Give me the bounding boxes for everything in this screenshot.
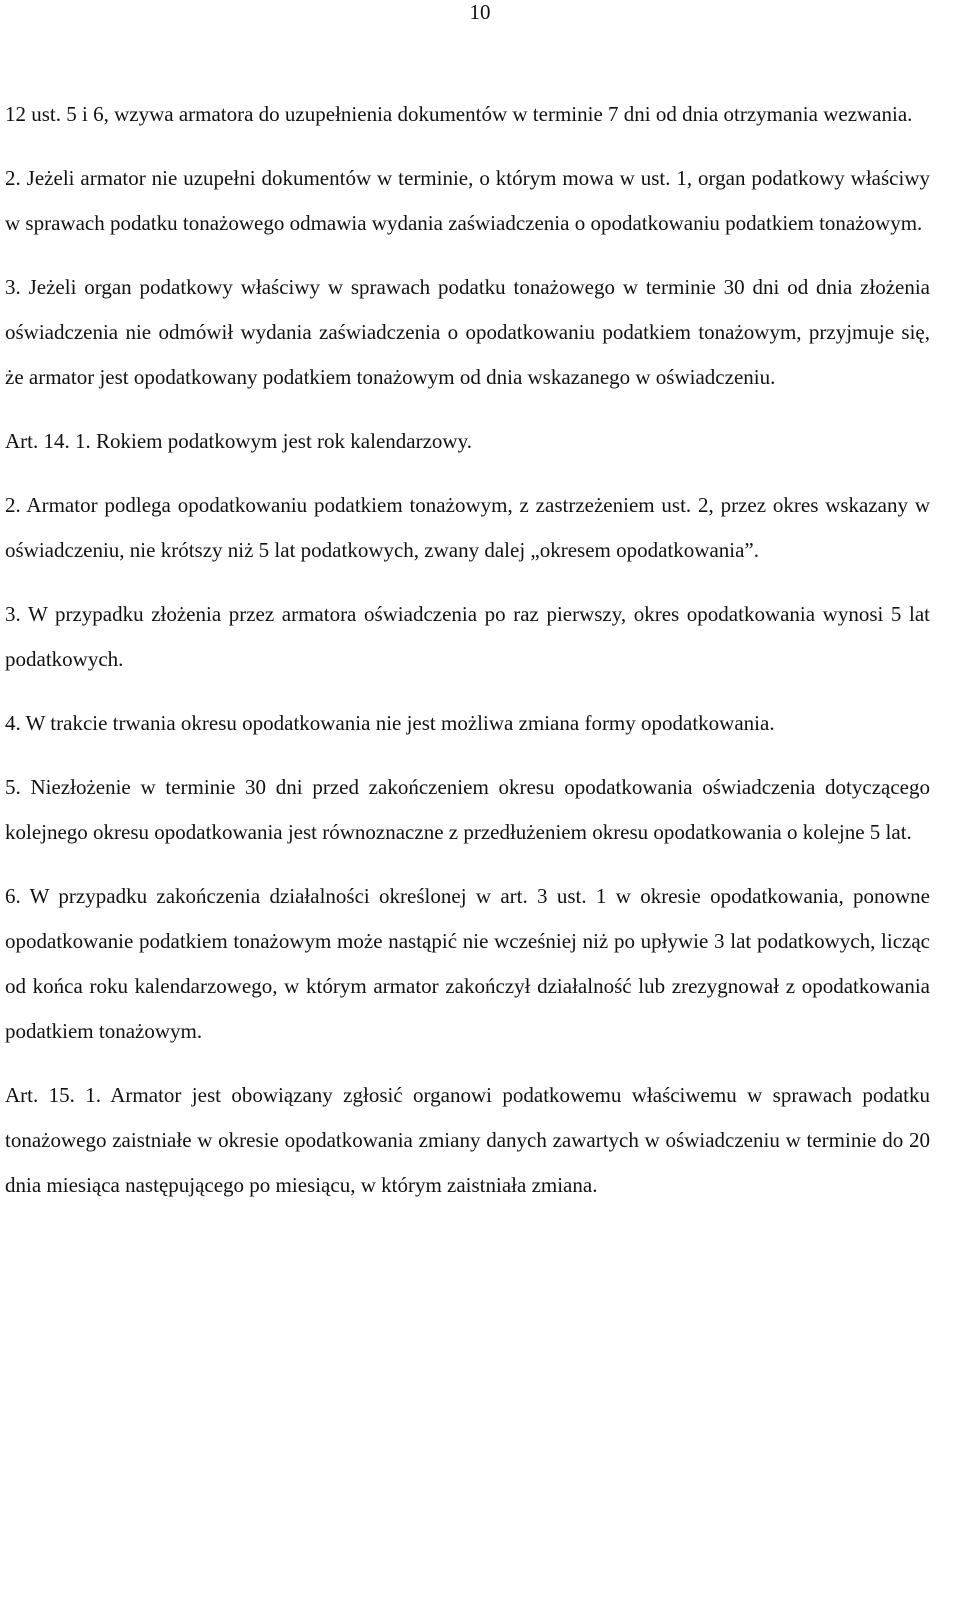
paragraph-2: 2. Jeżeli armator nie uzupełni dokumentów w terminie, o którym mowa w ust. 1, organ podatkowy właściwy w sprawach podatku tonażowego odmawia wydania zaświadczenia o opodatkowaniu podatkiem tonażowym.	[5, 166, 930, 235]
paragraph-1: 12 ust. 5 i 6, wzywa armatora do uzupełnienia dokumentów w terminie 7 dni od dnia otrzymania wezwania.	[5, 102, 913, 126]
page-number: 10	[469, 0, 491, 24]
paragraph-9: 6. W przypadku zakończenia działalności określonej w art. 3 ust. 1 w okresie opodatkowania, ponowne opodatkowanie podatkiem tonażowym może nastąpić nie wcześniej niż po upływie 3 lat podatkowych, licząc od końca roku kalendarzowego, w którym armator zakończył działalność lub zrezygnował z opodatkowania podatkiem tonażowym.	[5, 884, 930, 1043]
paragraph-5: 2. Armator podlega opodatkowaniu podatkiem tonażowym, z zastrzeżeniem ust. 2, przez okres wskazany w oświadczeniu, nie krótszy niż 5 lat podatkowych, zwany dalej „okresem opodatkowania”.	[5, 493, 930, 562]
paragraph-article-15: Art. 15. 1. Armator jest obowiązany zgłosić organowi podatkowemu właściwemu w sprawach podatku tonażowego zaistniałe w okresie opodatkowania zmiany danych zawartych w oświadczeniu w terminie do 20 dnia miesiąca następującego po miesiącu, w którym zaistniała zmiana.	[5, 1083, 930, 1197]
paragraph-8: 5. Niezłożenie w terminie 30 dni przed zakończeniem okresu opodatkowania oświadczenia dotyczącego kolejnego okresu opodatkowania jest równoznaczne z przedłużeniem okresu opodatkowania o kolejne 5 lat.	[5, 775, 930, 844]
paragraph-6: 3. W przypadku złożenia przez armatora oświadczenia po raz pierwszy, okres opodatkowania wynosi 5 lat podatkowych.	[5, 602, 930, 671]
document-body	[5, 92, 930, 1227]
paragraph-7: 4. W trakcie trwania okresu opodatkowania nie jest możliwa zmiana formy opodatkowania.	[5, 711, 775, 735]
paragraph-article-14: Art. 14. 1. Rokiem podatkowym jest rok kalendarzowy.	[5, 429, 472, 453]
paragraph-3: 3. Jeżeli organ podatkowy właściwy w sprawach podatku tonażowego w terminie 30 dni od dnia złożenia oświadczenia nie odmówił wydania zaświadczenia o opodatkowaniu podatkiem tonażowym, przyjmuje się, że armator jest opodatkowany podatkiem tonażowym od dnia wskazanego w oświadczeniu.	[5, 275, 930, 389]
